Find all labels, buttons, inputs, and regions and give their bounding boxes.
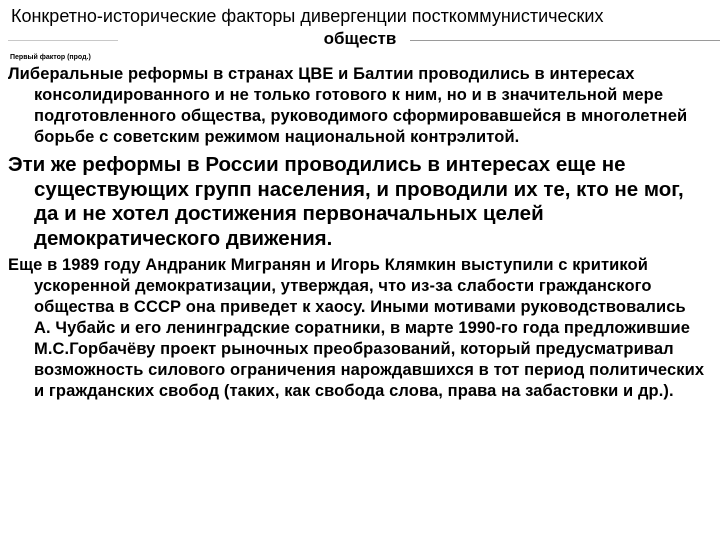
paragraph-1989-critique: Еще в 1989 году Андраник Мигранян и Игорь Клямкин выступили с критикой ускоренной демократизации, утверждая, что из-за слабости гражданского общества в СССР она приведет к хаосу. Иными мотивами руководствовались А. Чубайс и его ленинградские соратники, в марте 1990-го года предложившие М.С.Горбачёву проект рыночных преобразований, который предусматривал возможность силового ограничения нарождавшихся в тот период политических и гражданских свобод (таких, как свобода слова, права на забастовки и др.). xyxy=(8,256,705,400)
slide-title xyxy=(0,4,720,50)
paragraph-russia-reforms: Эти же реформы в России проводились в интересах еще не существующих групп населения, и проводили их те, кто не мог, да и не хотел достижения первоначальных целей демократического движения. xyxy=(8,153,684,250)
title-divider-left xyxy=(8,40,118,41)
slide-subheading: Первый фактор (прод.) xyxy=(10,54,91,61)
slide-title-line1: Конкретно-исторические факторы дивергенции посткоммунистических xyxy=(11,6,604,26)
slide-body xyxy=(8,64,706,402)
paragraph-baltic-reforms: Либеральные реформы в странах ЦВЕ и Балтии проводились в интересах консолидированного и не только готового к ним, но и в значительной мере подготовленного общества, руководимого сформировавшейся в многолетней борьбе с советским режимом национальной контрэлитой. xyxy=(8,65,688,146)
slide-title-line2: обществ xyxy=(323,29,397,48)
title-divider-right xyxy=(410,40,720,41)
